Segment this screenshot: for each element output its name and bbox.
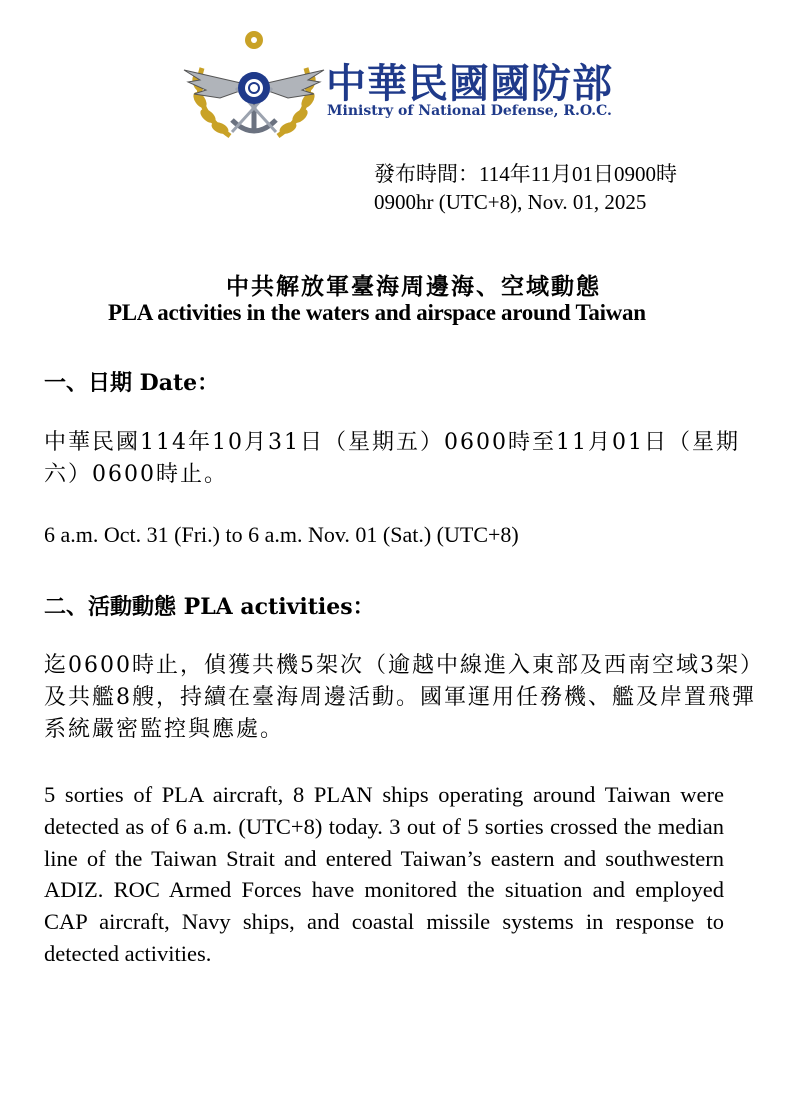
- org-name-zh: 中華民國國防部: [326, 60, 613, 107]
- document-title-en: PLA activities in the waters and airspace around Taiwan: [108, 300, 646, 325]
- date-paragraph-en: 6 a.m. Oct. 31 (Fri.) to 6 a.m. Nov. 01 (Sat.) (UTC+8): [44, 522, 519, 547]
- date-paragraph-zh: 中華民國114年10月31日（星期五）0600時至11月01日（星期六）0600時止。: [44, 430, 740, 487]
- release-time-en: 0900hr (UTC+8), Nov. 01, 2025: [374, 190, 647, 214]
- activities-paragraph-en: 5 sorties of PLA aircraft, 8 PLAN ships operating around Taiwan were detected as of 6 a.m. (UTC+8) today. 3 out of 5 sorties crossed the median line of the Taiwan Strait and entered Taiwan’s eastern and southwestern ADIZ. ROC Armed Forces have monitored the situation and employed CAP aircraft, Navy ships, and coastal missile systems in response to detected activities.: [44, 782, 724, 966]
- section-date-heading: 一、日期 Date：: [44, 370, 220, 396]
- document-title-zh: 中共解放軍臺海周邊海、空域動態: [226, 273, 601, 300]
- activities-paragraph-zh: 迄0600時止，偵獲共機5架次（逾越中線進入東部及西南空域3架）及共艦8艘，持續在臺海周邊活動。國軍運用任務機、艦及岸置飛彈系統嚴密監控與應處。: [44, 653, 756, 742]
- org-name-en: Ministry of National Defense, R.O.C.: [327, 103, 612, 119]
- mnd-emblem-logo: [180, 28, 328, 146]
- section-activities-heading: 二、活動動態 PLA activities：: [44, 594, 375, 620]
- emblem-icon: [180, 28, 328, 146]
- release-time-zh: 發布時間：114年11月01日0900時: [374, 162, 677, 186]
